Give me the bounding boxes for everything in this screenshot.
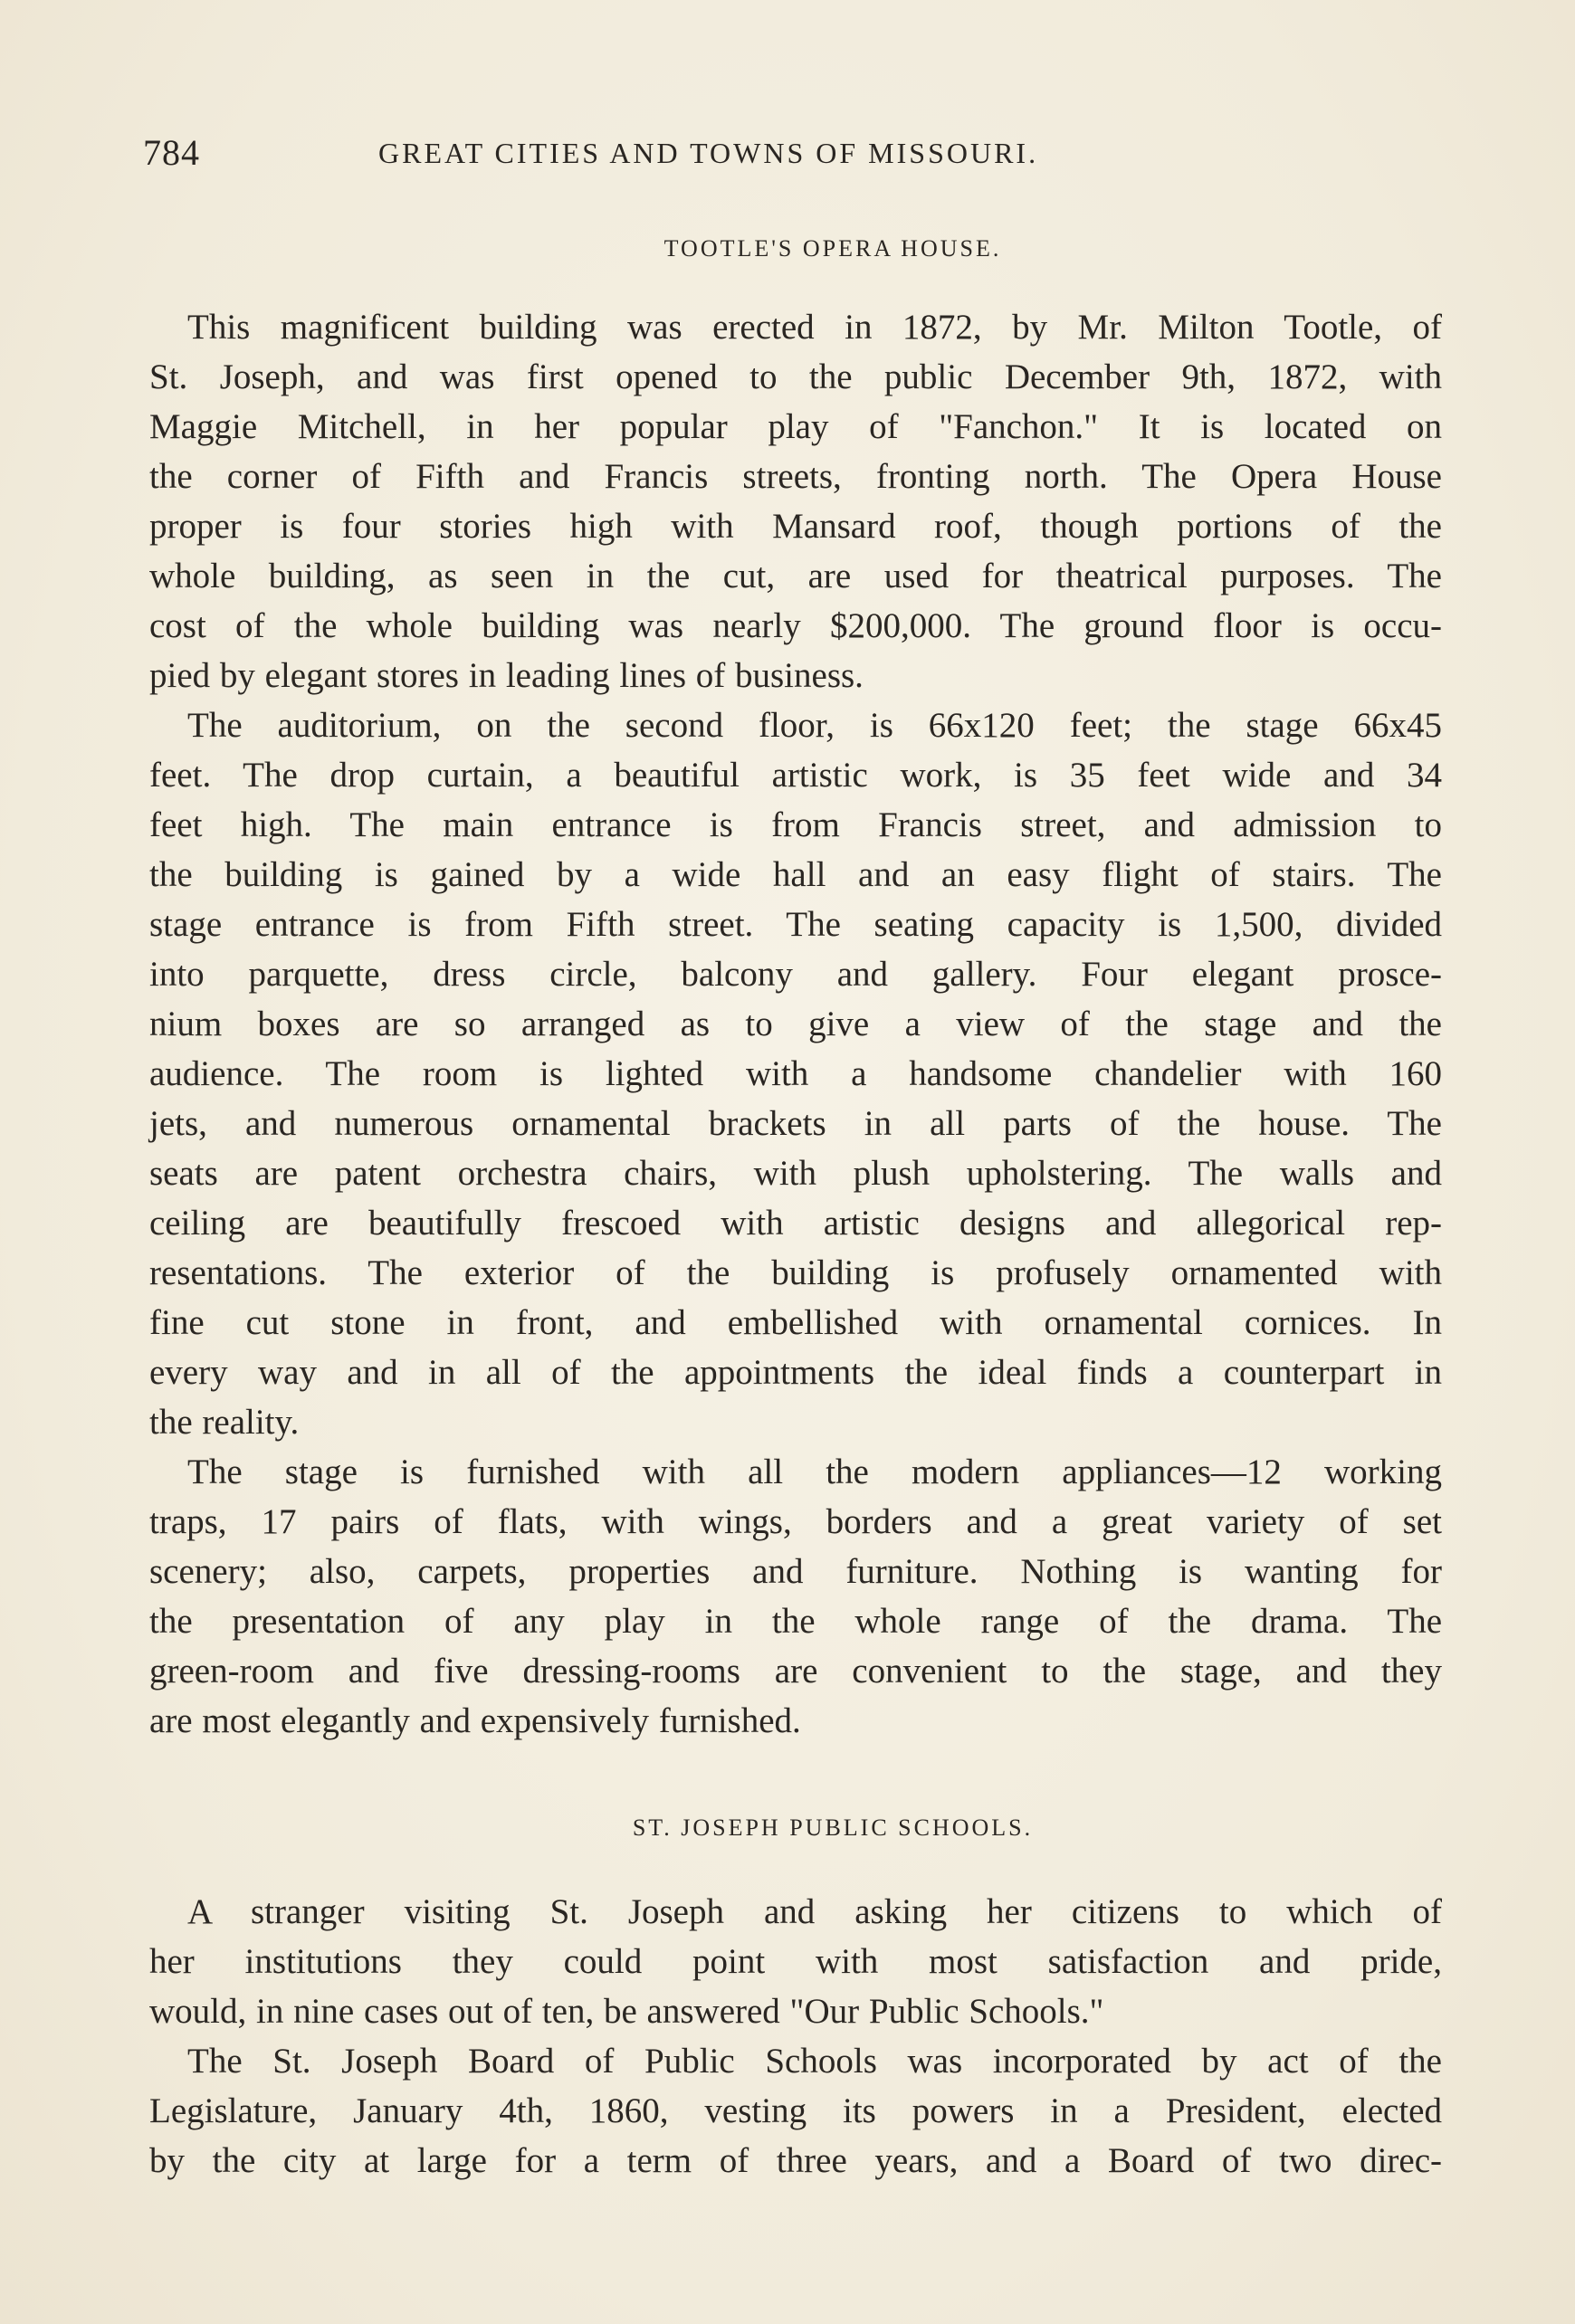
text-line: pied by elegant stores in leading lines of business.: [149, 656, 864, 695]
text-line: would, in nine cases out of ten, be answered "Our Public Schools.": [149, 1992, 1104, 2031]
text-line: the reality.: [149, 1403, 300, 1442]
text-line: St. Joseph, and was first opened to the public December 9th, 1872, with: [149, 357, 1442, 396]
text-line: the presentation of any play in the whole range of the drama. The: [149, 1602, 1442, 1641]
text-line: are most elegantly and expensively furnished.: [149, 1701, 801, 1740]
text-line: Legislature, January 4th, 1860, vesting its powers in a President, elected: [149, 2091, 1442, 2130]
text-line: ceiling are beautifully frescoed with artistic designs and allegorical rep-: [149, 1204, 1442, 1243]
text-line: stage entrance is from Fifth street. The seating capacity is 1,500, divided: [149, 905, 1442, 944]
text-line: whole building, as seen in the cut, are used for theatrical purposes. The: [149, 557, 1442, 595]
running-title: GREAT CITIES AND TOWNS OF MISSOURI.: [378, 137, 1039, 169]
text-line: feet. The drop curtain, a beautiful artistic work, is 35 feet wide and 34: [149, 756, 1442, 795]
text-line: audience. The room is lighted with a handsome chandelier with 160: [149, 1054, 1442, 1093]
text-line: jets, and numerous ornamental brackets in all parts of the house. The: [149, 1104, 1442, 1143]
text-line: resentations. The exterior of the building is profusely ornamented with: [149, 1253, 1442, 1292]
text-line: The St. Joseph Board of Public Schools was incorporated by act of the: [187, 2042, 1442, 2081]
text-line: The stage is furnished with all the modern appliances—12 working: [187, 1452, 1442, 1491]
text-line: feet high. The main entrance is from Francis street, and admission to: [149, 805, 1442, 844]
section-heading-public-schools: ST. JOSEPH PUBLIC SCHOOLS.: [632, 1814, 1034, 1841]
page-number: 784: [143, 132, 200, 173]
text-line: green-room and five dressing-rooms are convenient to the stage, and they: [149, 1652, 1442, 1691]
text-line: by the city at large for a term of three years, and a Board of two direc-: [149, 2141, 1442, 2180]
text-line: A stranger visiting St. Joseph and asking her citizens to which of: [187, 1892, 1442, 1931]
text-line: the building is gained by a wide hall and an easy flight of stairs. The: [149, 855, 1442, 894]
text-line: This magnificent building was erected in 1872, by Mr. Milton Tootle, of: [187, 308, 1442, 347]
text-line: into parquette, dress circle, balcony and gallery. Four elegant prosce-: [149, 955, 1442, 994]
text-line: scenery; also, carpets, properties and furniture. Nothing is wanting for: [149, 1552, 1442, 1591]
text-line: fine cut stone in front, and embellished with ornamental cornices. In: [149, 1303, 1442, 1342]
text-line: cost of the whole building was nearly $200,000. The ground floor is occu-: [149, 606, 1442, 645]
text-line: traps, 17 pairs of flats, with wings, borders and a great variety of set: [149, 1502, 1442, 1541]
running-head: [143, 131, 1446, 176]
public-schools-text: [149, 1887, 1442, 2186]
text-line: nium boxes are so arranged as to give a view of the stage and the: [149, 1005, 1442, 1043]
text-line: Maggie Mitchell, in her popular play of "Fanchon." It is located on: [149, 407, 1442, 446]
text-line: The auditorium, on the second floor, is 66x120 feet; the stage 66x45: [187, 706, 1442, 745]
text-line: the corner of Fifth and Francis streets, fronting north. The Opera House: [149, 457, 1442, 496]
text-line: her institutions they could point with most satisfaction and pride,: [149, 1942, 1442, 1981]
text-line: seats are patent orchestra chairs, with plush upholstering. The walls and: [149, 1154, 1442, 1193]
opera-house-text: [149, 302, 1442, 1746]
section-heading-opera-house: TOOTLE'S OPERA HOUSE.: [663, 235, 1002, 262]
text-line: proper is four stories high with Mansard roof, though portions of the: [149, 507, 1442, 546]
text-line: every way and in all of the appointments the ideal finds a counterpart in: [149, 1353, 1442, 1392]
